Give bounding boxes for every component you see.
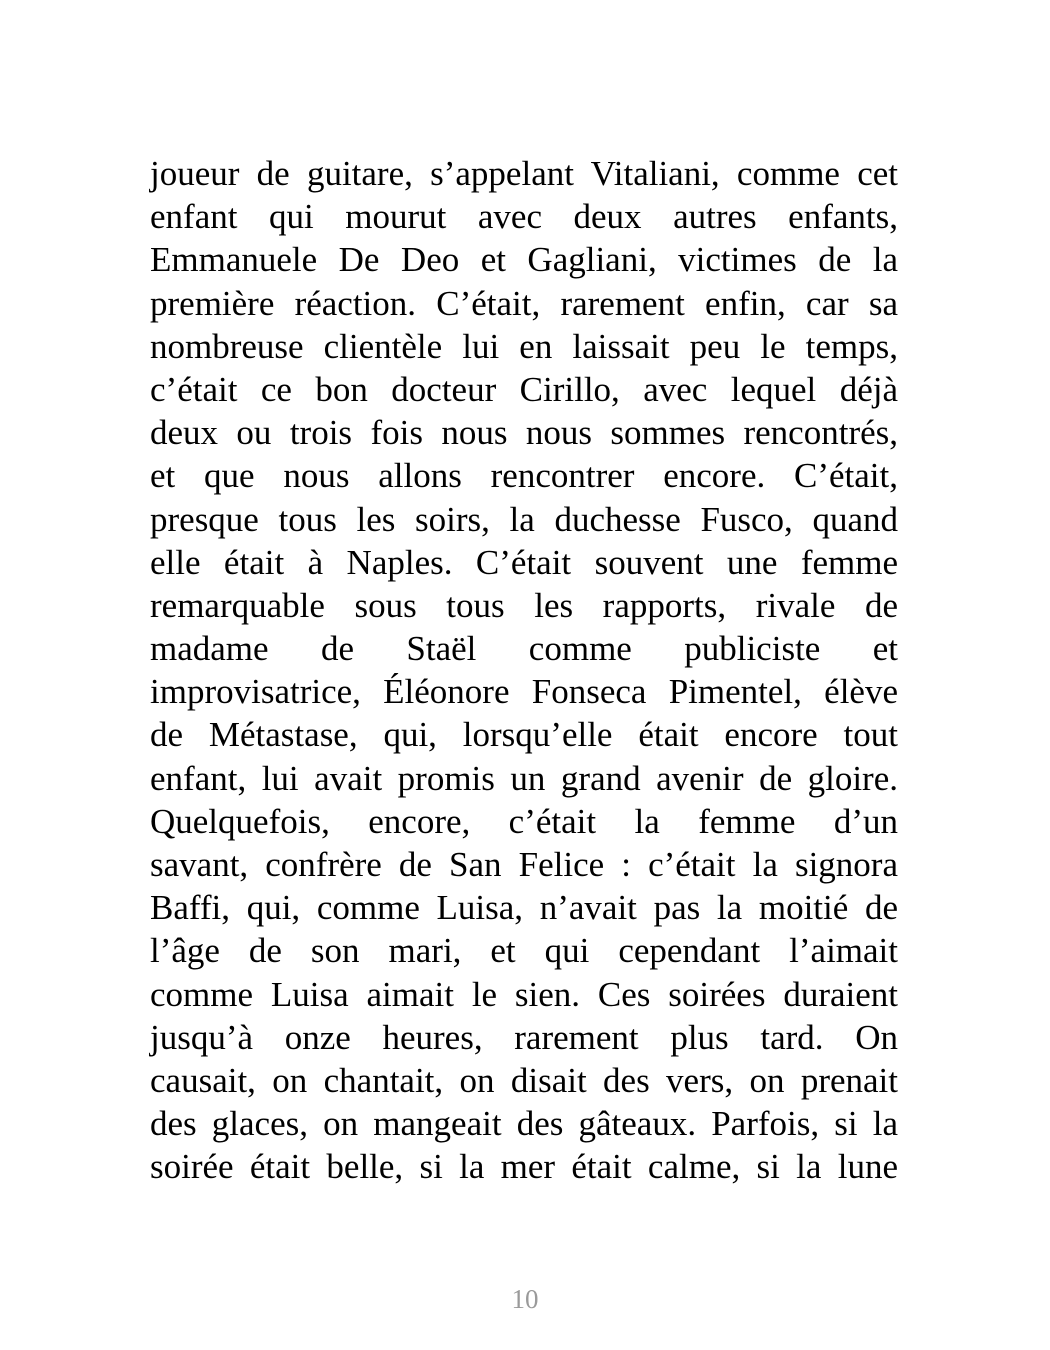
page-number: 10 [511,1284,539,1314]
text-line: et que nous allons rencontrer encore. C’était, [150,456,898,496]
text-line: c’était ce bon docteur Cirillo, avec lequel déjà [150,369,898,409]
text-line: nombreuse clientèle lui en laissait peu le temps, [150,326,898,366]
text-line: joueur de guitare, s’appelant Vitaliani, comme cet [150,154,898,193]
text-line: Quelquefois, encore, c’était la femme d’un [150,801,898,841]
text-line: Emmanuele De Deo et Gagliani, victimes de la [150,240,898,280]
text-line: madame de Staël comme publiciste et [150,629,898,669]
text-line: des glaces, on mangeait des gâteaux. Parfois, si la [150,1104,898,1144]
text-line: Baffi, qui, comme Luisa, n’avait pas la moitié de [150,888,898,928]
text-line: jusqu’à onze heures, rarement plus tard. On [150,1017,898,1057]
text-line: presque tous les soirs, la duchesse Fusco, quand [150,499,898,539]
text-line: elle était à Naples. C’était souvent une femme [150,542,898,582]
text-line: soirée était belle, si la mer était calme, si la lune [150,1147,898,1187]
text-line: remarquable sous tous les rapports, rivale de [150,585,898,625]
text-line: causait, on chantait, on disait des vers, on prenait [150,1060,898,1100]
text-line: comme Luisa aimait le sien. Ces soirées duraient [150,974,898,1014]
text-line: savant, confrère de San Felice : c’était la signora [150,845,898,884]
text-line: de Métastase, qui, lorsqu’elle était encore tout [150,715,898,755]
text-line: enfant qui mourut avec deux autres enfants, [150,197,898,237]
text-line: l’âge de son mari, et qui cependant l’aimait [150,931,898,971]
text-line: première réaction. C’était, rarement enfin, car sa [150,283,898,323]
text-line: improvisatrice, Éléonore Fonseca Pimentel, élève [150,672,898,712]
text-line: deux ou trois fois nous nous sommes rencontrés, [150,413,898,453]
body-text [150,152,898,1189]
text-line: enfant, lui avait promis un grand avenir de gloire. [150,758,898,798]
